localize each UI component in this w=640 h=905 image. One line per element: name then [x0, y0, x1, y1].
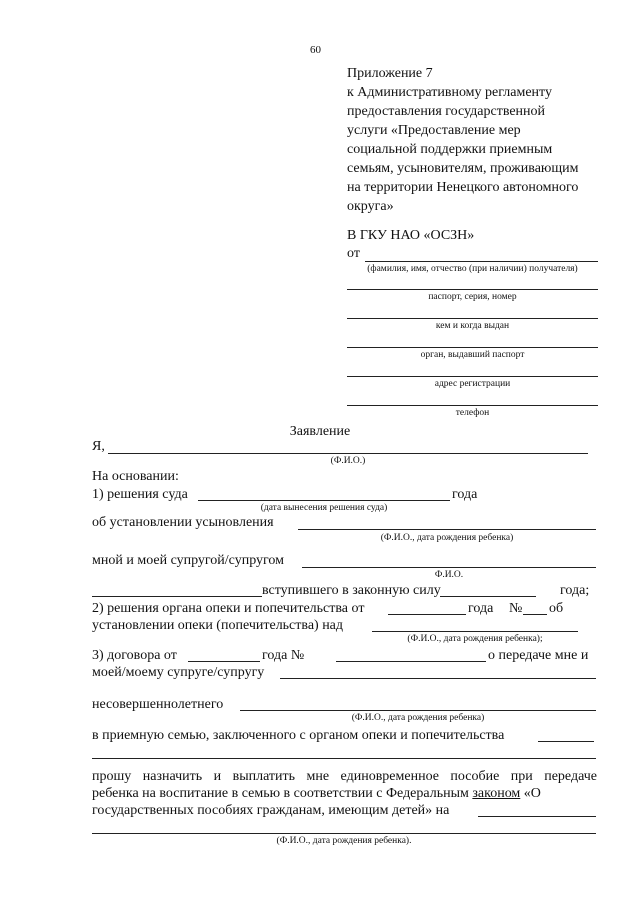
law-link[interactable]: законом — [472, 786, 521, 801]
guard-label: 2) решения органа опеки и попечительства от — [92, 601, 365, 616]
field-caption: (Ф.И.О., дата рождения ребенка). — [276, 836, 412, 846]
guard-number-field[interactable] — [523, 614, 547, 615]
document-title: Заявление — [289, 424, 351, 439]
header-line: на территории Ненецкого автономного — [347, 180, 579, 195]
effect-suffix: года; — [560, 583, 590, 598]
field-caption: кем и когда выдан — [435, 321, 510, 331]
field-caption: (фамилия, имя, отчество (при наличии) получателя) — [367, 264, 578, 274]
request-text: ребенка на воспитание в семью в соответствии с Федеральным — [92, 786, 469, 801]
spouse-label: мной и моей супругой/супругом — [92, 553, 285, 568]
contract-spouse-field[interactable] — [280, 678, 596, 679]
field-caption: (дата вынесения решения суда) — [260, 503, 388, 513]
court-date-field[interactable] — [198, 500, 450, 501]
field-caption: (Ф.И.О., дата рождения ребенка) — [380, 533, 514, 543]
request-line: прошу назначить и выплатить мне единовременное пособие при передаче — [92, 769, 597, 784]
applicant-name-field[interactable] — [365, 261, 598, 262]
addressee-to: В ГКУ НАО «ОСЗН» — [347, 228, 475, 243]
request-line: государственных пособиях гражданам, имеющим детей» на — [92, 803, 450, 818]
header-line: социальной поддержки приемным — [347, 142, 553, 157]
contract-label: 3) договора от — [92, 648, 177, 663]
phone-field[interactable] — [347, 405, 598, 406]
field-caption: (Ф.И.О., дата рождения ребенка); — [407, 634, 543, 644]
field-caption: телефон — [455, 408, 490, 418]
address-field[interactable] — [347, 376, 598, 377]
field-caption: (Ф.И.О.) — [330, 456, 366, 466]
effect-date-field[interactable] — [440, 596, 536, 597]
i-label: Я, — [92, 439, 105, 454]
request-line — [92, 786, 541, 802]
header-line: к Административному регламенту — [347, 85, 552, 100]
header-line: услуги «Предоставление мер — [347, 123, 521, 138]
contract-date-field[interactable] — [188, 661, 260, 662]
passport-authority-field[interactable] — [347, 347, 598, 348]
passport-issued-field[interactable] — [347, 318, 598, 319]
spouse-field[interactable] — [302, 567, 596, 568]
minor-child-field[interactable] — [240, 710, 596, 711]
adoption-label: об установлении усыновления — [92, 515, 274, 530]
foster-label: в приемную семью, заключенного с органом опеки и попечительства — [92, 728, 505, 743]
court-label: 1) решения суда — [92, 487, 188, 502]
contract-year: года № — [262, 648, 305, 663]
header-line: предоставления государственной — [347, 104, 546, 119]
guard-number-sign: № — [509, 601, 523, 616]
applicant-fio-field[interactable] — [108, 453, 588, 454]
contract-line2: моей/моему супруге/супругу — [92, 665, 265, 680]
guard-line2: установлении опеки (попечительства) над — [92, 618, 344, 633]
field-caption: Ф.И.О. — [434, 570, 464, 580]
field-caption: адрес регистрации — [434, 379, 511, 389]
header-line: Приложение 7 — [347, 66, 433, 81]
field-caption: (Ф.И.О., дата рождения ребенка) — [351, 713, 485, 723]
request-child-field[interactable] — [478, 816, 596, 817]
law-quote: «О — [523, 786, 541, 801]
field-caption: орган, выдавший паспорт — [420, 350, 525, 360]
spouse-cont-field[interactable] — [92, 596, 262, 597]
on-basis-label: На основании: — [92, 469, 179, 484]
guard-year: года — [468, 601, 494, 616]
court-suffix: года — [452, 487, 478, 502]
from-label: от — [347, 246, 360, 261]
field-caption: паспорт, серия, номер — [428, 292, 517, 302]
contract-number-field[interactable] — [336, 661, 486, 662]
page-number: 60 — [310, 44, 321, 56]
final-child-field[interactable] — [92, 833, 596, 834]
foster-cont-field[interactable] — [92, 758, 596, 759]
minor-label: несовершеннолетнего — [92, 697, 224, 712]
passport-field[interactable] — [347, 289, 598, 290]
contract-suffix: о передаче мне и — [488, 648, 589, 663]
header-line: округа» — [347, 199, 394, 214]
guard-suffix: об — [549, 601, 564, 616]
foster-field[interactable] — [538, 741, 594, 742]
adoption-child-field[interactable] — [298, 529, 596, 530]
effect-label: вступившего в законную силу — [262, 583, 441, 598]
guard-date-field[interactable] — [388, 614, 466, 615]
guard-child-field[interactable] — [372, 631, 578, 632]
header-line: семьям, усыновителям, проживающим — [347, 161, 579, 176]
